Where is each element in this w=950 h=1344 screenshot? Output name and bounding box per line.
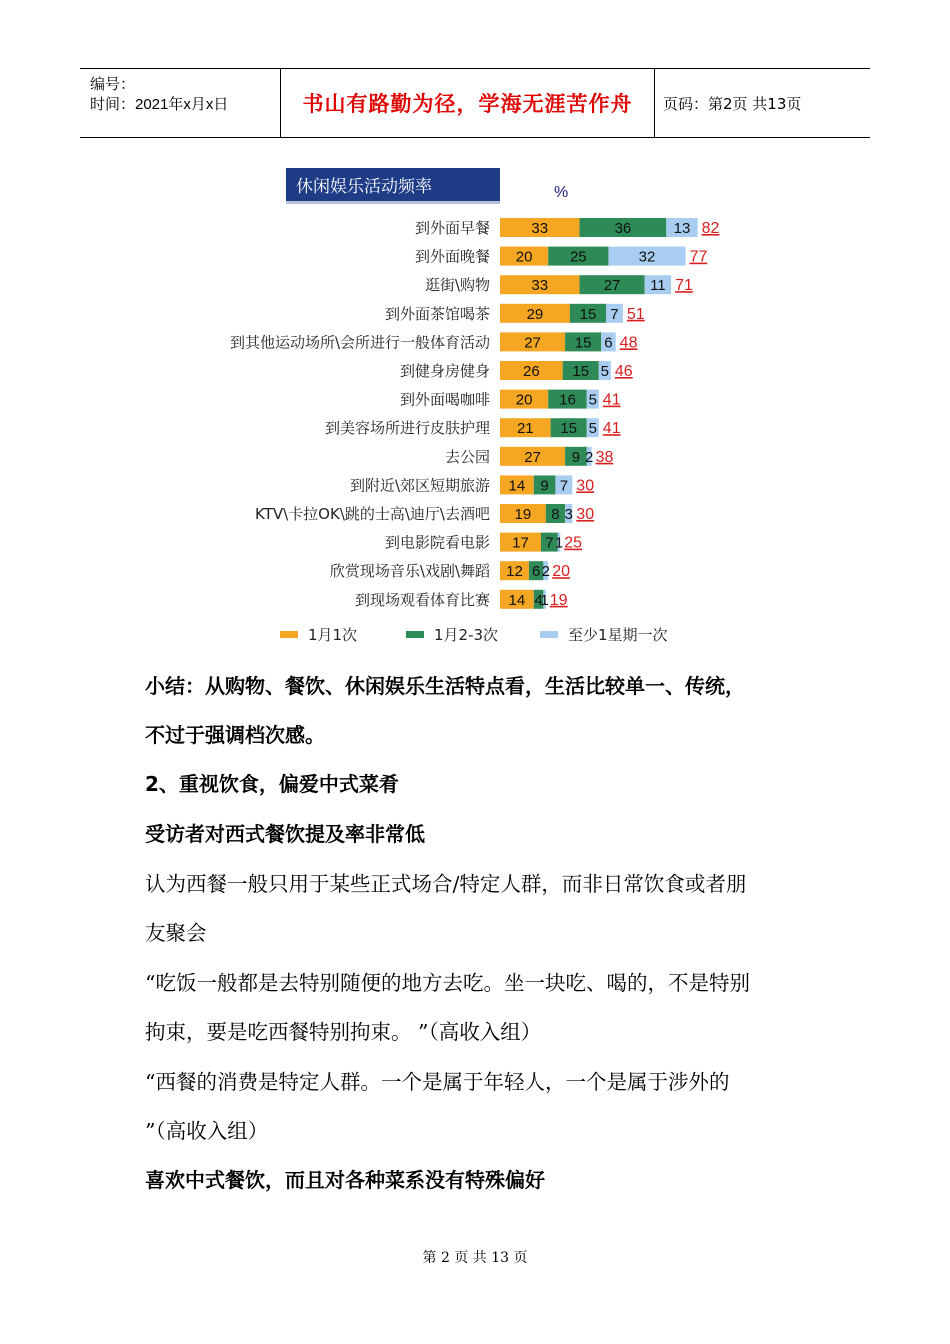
segment-value-label: 20 bbox=[515, 391, 533, 409]
category-label: 去公园 bbox=[444, 447, 490, 466]
chart-title: 休闲娱乐活动频率 bbox=[286, 168, 500, 201]
legend-swatch-2 bbox=[406, 631, 424, 638]
category-label: KTV\卡拉OK\跳的士高\迪厅\去酒吧 bbox=[255, 505, 490, 523]
legend-label-2: 1月2-3次 bbox=[434, 626, 499, 644]
segment-value-label: 8 bbox=[551, 506, 560, 523]
segment-value-label: 13 bbox=[673, 220, 691, 237]
legend-item-series-1 bbox=[280, 624, 357, 645]
category-label: 到附近\郊区短期旅游 bbox=[349, 476, 490, 495]
segment-value-label: 15 bbox=[572, 363, 590, 380]
paragraph-line-2: 友聚会 bbox=[145, 921, 207, 945]
segment-value-label: 7 bbox=[610, 305, 619, 323]
category-label: 到外面早餐 bbox=[414, 219, 490, 237]
segment-value-label: 3 bbox=[564, 506, 573, 523]
segment-value-label: 9 bbox=[540, 477, 549, 495]
total-value-label: 30 bbox=[576, 477, 595, 495]
segment-value-label: 1 bbox=[540, 591, 549, 609]
segment-value-label: 12 bbox=[506, 563, 523, 581]
segment-value-label: 33 bbox=[531, 220, 549, 237]
total-value-label: 51 bbox=[626, 305, 645, 323]
legend-label-3: 至少1星期一次 bbox=[568, 626, 668, 644]
segment-value-label: 15 bbox=[579, 305, 597, 323]
segment-value-label: 6 bbox=[531, 563, 541, 581]
quote-2-line-1: “西餐的消费是特定人群。一个是属于年轻人，一个是属于涉外的 bbox=[145, 1070, 730, 1094]
total-value-label: 48 bbox=[619, 334, 638, 352]
segment-value-label: 5 bbox=[588, 420, 597, 438]
segment-value-label: 6 bbox=[604, 334, 613, 352]
segment-value-label: 27 bbox=[524, 448, 541, 466]
segment-value-label: 27 bbox=[603, 277, 621, 295]
total-value-label: 19 bbox=[549, 591, 568, 609]
quote-2-line-2: ”（高收入组） bbox=[145, 1119, 269, 1143]
total-value-label: 46 bbox=[614, 363, 633, 380]
header-motto: 书山有路勤为径，学海无涯苦作舟 bbox=[281, 69, 655, 137]
total-value-label: 82 bbox=[701, 220, 720, 237]
segment-value-label: 2 bbox=[541, 563, 550, 581]
segment-value-label: 27 bbox=[524, 334, 541, 352]
segment-value-label: 25 bbox=[569, 248, 587, 266]
number-label: 编号： bbox=[90, 76, 136, 93]
legend-label-1: 1月1次 bbox=[308, 626, 358, 644]
category-label: 到外面茶馆喝茶 bbox=[384, 304, 490, 323]
legend-item-series-3 bbox=[540, 624, 668, 645]
total-value-label: 41 bbox=[602, 391, 621, 409]
category-label: 到美容场所进行皮肤护理 bbox=[324, 419, 490, 438]
segment-value-label: 7 bbox=[559, 477, 569, 495]
segment-value-label: 32 bbox=[638, 248, 656, 266]
chart-unit: % bbox=[554, 184, 569, 201]
segment-value-label: 21 bbox=[516, 420, 534, 438]
segment-value-label: 9 bbox=[571, 448, 581, 466]
total-value-label: 30 bbox=[576, 506, 595, 523]
segment-value-label: 11 bbox=[650, 277, 666, 295]
segment-value-label: 4 bbox=[534, 591, 543, 609]
total-value-label: 77 bbox=[689, 248, 708, 266]
category-label: 欣赏现场音乐\戏剧\舞蹈 bbox=[329, 562, 490, 581]
segment-value-label: 26 bbox=[522, 363, 540, 380]
date-label: 时间：2021年x月x日 bbox=[90, 96, 229, 113]
summary-line-2: 不过于强调档次感。 bbox=[145, 723, 325, 747]
paragraph-line-1: 认为西餐一般只用于某些正式场合/特定人群，而非日常饮食或者朋 bbox=[145, 872, 747, 896]
summary-line-1: 小结：从购物、餐饮、休闲娱乐生活特点看，生活比较单一、传统， bbox=[145, 674, 745, 698]
segment-value-label: 33 bbox=[531, 277, 549, 295]
total-value-label: 38 bbox=[595, 448, 614, 466]
segment-value-label: 17 bbox=[512, 534, 529, 552]
quote-1-line-1: “吃饭一般都是去特别随便的地方去吃。坐一块吃、喝的，不是特别 bbox=[145, 971, 750, 995]
segment-value-label: 14 bbox=[508, 591, 526, 609]
legend-item-series-2 bbox=[406, 624, 498, 645]
segment-value-label: 15 bbox=[574, 334, 592, 352]
total-value-label: 20 bbox=[552, 563, 570, 581]
subheading-chinese-food: 喜欢中式餐饮，而且对各种菜系没有特殊偏好 bbox=[145, 1168, 545, 1192]
category-label: 到健身房健身 bbox=[399, 362, 490, 380]
segment-value-label: 36 bbox=[614, 220, 632, 237]
segment-value-label: 5 bbox=[600, 363, 610, 380]
total-value-label: 71 bbox=[675, 277, 693, 295]
category-label: 到电影院看电影 bbox=[384, 533, 490, 552]
category-label: 到现场观看体育比赛 bbox=[354, 590, 490, 609]
segment-value-label: 1 bbox=[554, 534, 564, 552]
legend-swatch-1 bbox=[280, 631, 298, 638]
segment-value-label: 16 bbox=[559, 391, 576, 409]
header-page-label: 页码：第2页 共13页 bbox=[663, 94, 802, 113]
quote-1-line-2: 拘束，要是吃西餐特别拘束。 ”（高收入组） bbox=[145, 1020, 542, 1044]
page-footer: 第 2 页 共 13 页 bbox=[422, 1250, 528, 1266]
stacked-bar-chart bbox=[0, 0, 950, 620]
subheading-western-food: 受访者对西式餐饮提及率非常低 bbox=[145, 822, 425, 846]
segment-value-label: 7 bbox=[545, 534, 554, 552]
segment-value-label: 19 bbox=[514, 506, 532, 523]
category-label: 逛街\购物 bbox=[424, 276, 490, 295]
segment-value-label: 15 bbox=[560, 420, 578, 438]
segment-value-label: 14 bbox=[508, 477, 526, 495]
segment-value-label: 29 bbox=[526, 305, 544, 323]
category-label: 到其他运动场所\会所进行一般体育活动 bbox=[229, 333, 490, 352]
total-value-label: 25 bbox=[564, 534, 583, 552]
section-heading: 2、重视饮食，偏爱中式菜肴 bbox=[145, 772, 399, 796]
category-label: 到外面晚餐 bbox=[414, 247, 490, 266]
segment-value-label: 2 bbox=[584, 448, 594, 466]
total-value-label: 41 bbox=[602, 420, 621, 438]
segment-value-label: 20 bbox=[515, 248, 533, 266]
category-label: 到外面喝咖啡 bbox=[399, 390, 490, 409]
segment-value-label: 5 bbox=[588, 391, 597, 409]
legend-swatch-3 bbox=[540, 631, 558, 638]
